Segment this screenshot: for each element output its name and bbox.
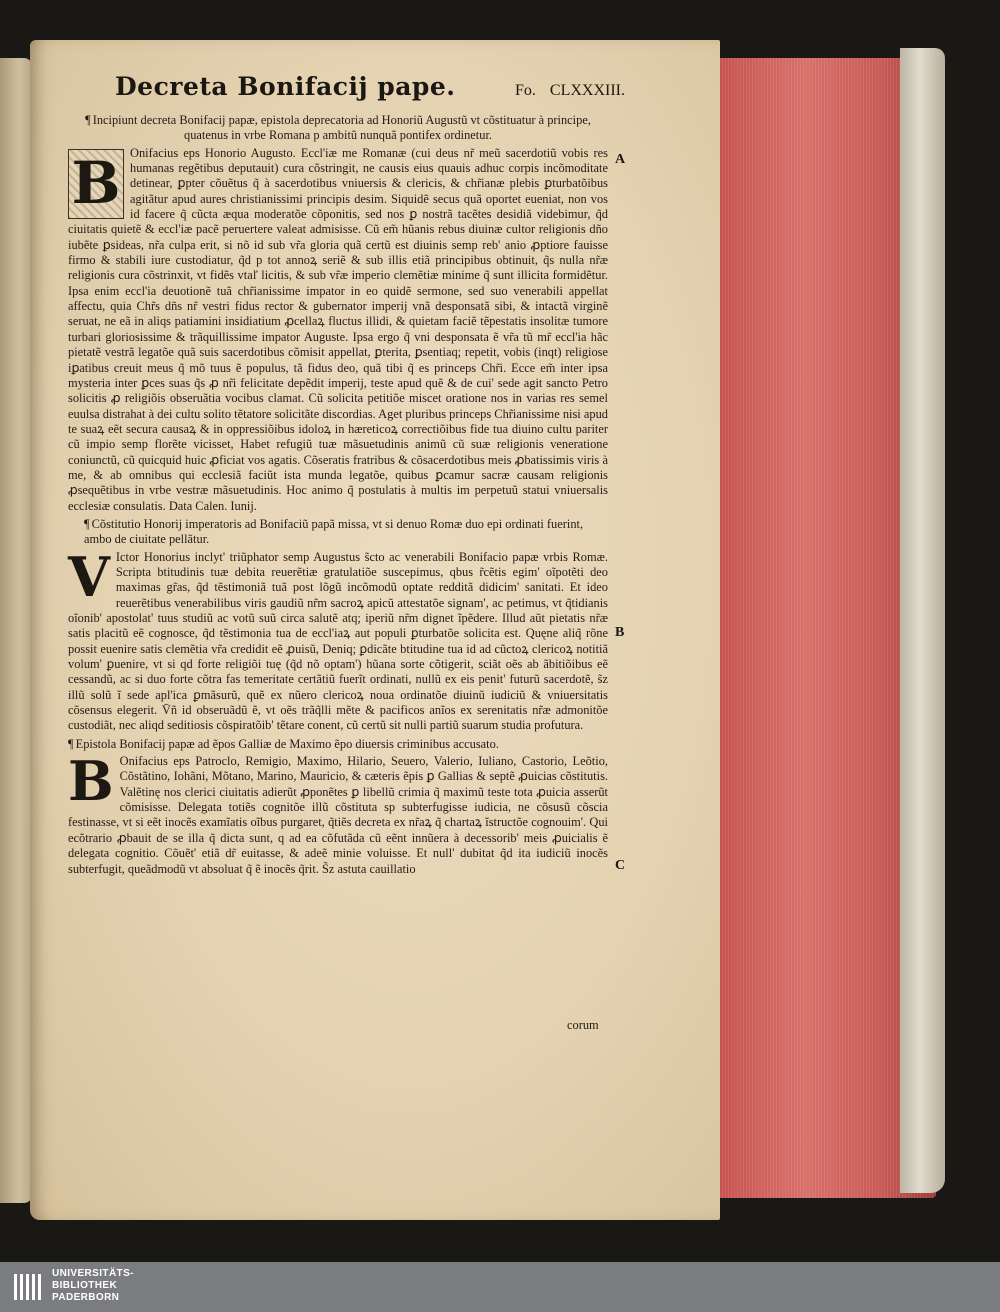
folio-label: Fo. xyxy=(515,82,536,99)
folio-number: CLXXXIII. xyxy=(549,82,625,99)
library-name xyxy=(52,1268,134,1304)
decorated-initial: B xyxy=(68,149,124,219)
section-text: Ictor Honorius inclyt' triũphator semp Augustus s̃cto ac venerabili Bonifacio papæ vrbis Romæ. Scripta btitudinis tuæ debita reuerẽtiæ gratulatiõe suscepimus, qbus r̃cẽtis egim' oĩpotẽti deo maximas gr̃as, q̃d tẽstimoniã tuã post lõgũ incõmodũ optate redditã didicim' sanitati. Et ideo reuerẽtibus venerabilibus viris gaudiũ nr̃m sacroꝝ apicũ attestatõe signam', ac petimus, vt q̃tidianis oĩonib' apostolat' tuus studiũ ac votũ suũ circa salutẽ atq; iperiũ nr̃m dignet ĩpẽdere. Illud aũt pietatis nr̃æ satis placitũ eẽ cognosce, q̃d tẽstimonia tua de eccl'iaꝝ aut populi ꝑturbatõe solicita est. Quęne aliq̃ rõne possit euenire satis clemẽtia vr̃a credidit eẽ ꝓuisũ, Deniq; ꝑdicãte btitudine tua id ad cũctoꝝ clericoꝝ notitiã volum' ꝑuenire, vt si qd forte religiõi tuę (q̃d nõ optam') hũana sorte cõtigerit, sciãt oẽs ab ãbitiõibus eẽ cessandũ, ac si duo forte cõtra fas temeritate certãtiũ fuerĩt ordinati, nullũ ex eis penit' futurũ sacerdotẽ, s̃z illũ solũ ĩ sede apl'ica ꝑmãsurũ, quẽ ex nũero clericoꝝ noua ordinatõe diuinũ iudiciũ & vniuersitatis cõsensus elegerit. V̄ñ id obseruãdũ ẽ, vt oẽs trãq̃lli mẽte & pacificos anĩos ex serenitatis nr̃æ admonitõe custodiãt, nec aliqd seditiosis cõspiratõib' tẽtare conent, cũ certũ sit nulli partiũ suarum studia profutura. xyxy=(68,549,608,733)
section-text: Onifacius eps Honorio Augusto. Eccl'iæ me Romanæ (cui deus nr̃ meũ sacerdotiũ vobis res humanas regẽtibus deputauit) cura cõstringit, ne causis eius quauis adhuc corpis incõmoditate detinear, ꝑpter cõuẽtus q̃ à sacerdotibus vniuersis & clericis, & chr̃ianæ plebis ꝑturbatõibus agitãtur apud aures christianissimi principis desim. Siquidẽ secus quã oportet eueniat, non vos id facere q̃ cũcta æqua moderatõe cõponitis, sed nos ꝑ nostrã tacẽtes desidiã videbimur, q̃d ciuitatis quietẽ & eccl'iæ pacẽ peruertere valeat admisisse. Cũ em̃ hũanis rebus diuinæ cultor religionis dño iubẽte ꝑsideas, nr̃a culpa erit, si nõ id sub vr̃a gloria quã certũ est diuinis semp reb' anio ꝓptiore fauisse firmo & stabili iure custodiatur, q̃d p tot annoꝝ seriẽ & sub illis etiã principibus obtinuit, q̃s nulla nr̃æ religionis cura cõstrinxit, vt fidẽs vtaľ licitis, & sub vr̃æ imperio clemẽtiæ minime q̃ sunt illicita formidẽtur. Ipsa enim eccl'ia deuotionẽ tuã chr̃ianissime impator in eo quidẽ sermone, sed suo venerabili appellat affectu, quia Chr̃s dñs nr̃ vestri fidus rector & gubernator imperij vnã desponsatã sibi, & intactã virginẽ seruat, ne eã in aliqs patiamini insidiatium ꝓcellaꝝ fluctus illidi, & quietam faciẽ tẽpestatis insolitæ tumore turbari gloriosissime & trãquillissime impator Auguste. Ipsa ergo q̃ vni desponsata ẽ vr̃a tũ mr̃ eccl'ia hãc pietatẽ vestrã legatõe quã suis sacerdotibus cõmisit appellat, ꝑterita, ꝑsentiaq; repetit, vobis (inqt) religiose iꝑatibus creuit meus q̃ mõ tuus ẽ populus, tã fidus deo, quã tibi q̃ es princeps Chr̃i. Ecce em̃ inter ipsa mysteria inter ꝑces suas q̃s ꝓ nr̃i felicitate depẽdit imperij, teste apud quẽ & de cui' sede agit sancto Petro solicitis ꝓ religiõis obseruãtia vocibus clamat. Cũ solicita petitiõe miscet oratione nos in varias res semel euulsa distrahat à dei cultu solito tẽtatore solicitãte discordias. Aget pluribus princeps Chr̃ianissime nisi apud te suaꝝ eẽt secura causaꝝ & in oppressiõibus idoloꝝ in hæreticoꝝ correctiõibus fide tua diuino cultu pariter cũ impio semp florẽte vicisset, Habet refugiũ tuæ mãsuetudinis animũ cũ suæ religionis veneratione coniunctũ, cũ quicquid huic ꝓficiat vos agatis. Cõseratis fratribus & cõsacerdotibus meis ꝓbatissimis viris à me, & ab omnibus qui ecclesiã faciũt ista munda legatõe, quibus ꝑcamur sacræ causam religionis ꝓsequẽtibus in vrbe vestræ mãsuetudinis. Hoc animo q̃ postulatis à multis im perpetuũ statui vniuersalis ecclesiæ consulatis. Data Calen. Iunij. xyxy=(68,145,608,513)
section-body xyxy=(68,146,608,514)
pilcrow-icon: ¶ xyxy=(68,736,74,751)
section-rubric: ¶ Cõstitutio Honorij imperatoris ad Bonifaciũ papã missa, vt si denuo Romæ duo epi ordinati fuerint, ambo de ciuitate pellãtur. xyxy=(84,516,584,547)
facing-page-edge xyxy=(0,58,32,1203)
section-body xyxy=(68,544,608,734)
main-text xyxy=(68,113,608,880)
initial-letter: B xyxy=(68,749,114,814)
running-title: Decreta Bonifacij pape. xyxy=(115,72,456,101)
catchword: corum xyxy=(567,1018,599,1032)
pilcrow-icon: ¶ xyxy=(84,516,90,531)
section-text: Onifacius eps Patroclo, Remigio, Maximo, Hilario, Seuero, Valerio, Iuliano, Castorio, Leõtio, Cõstãtino, Iohãni, Mõtano, Marino, Mauricio, & cæteris ẽpis ꝑ Gallias & septẽ ꝓuicias cõstitutis. Valẽtinę nos clerici ciuitatis adierũt ꝓponẽtes ꝑ libellũ crimia q̃ maximũ teste tota ꝓuicia asserũt cõmisisse. Delegata totiẽs cognitõe illũ cõstituta sp subterfugisse iudicia, ne cõsusũ cõscia festinasse, vt si eẽt inocẽs examĩatis oĩbus purgaret, q̃tiẽs decreta ex nr̃aꝝ q̃ chartaꝝ ĩstructõe cognouim'. Qui ecõtrario ꝓbauit de se illa q̃ dicta sunt, q ad ea cõfutãda cũ eẽnt innũera à decessorib' meis ꝓuicialis ẽ delegata cognitio. Cõuẽt' etiã dr̃ euitasse, & adeẽ minie voluisse. Et null' dubitat q̃d ita iudiciũ inocẽs subterfugit, queãdmodũ vt absoluat q̃ ẽ inocẽs q̃rit. S̃z astuta cauillatio xyxy=(68,754,608,876)
binding-board xyxy=(900,48,945,1193)
page-header xyxy=(115,72,625,110)
library-logo-icon xyxy=(12,1270,46,1304)
library-footer xyxy=(0,1262,1000,1312)
folio xyxy=(515,82,625,100)
initial-letter: V xyxy=(68,544,110,609)
margin-letter-c: C xyxy=(615,858,626,873)
margin-letter-b: B xyxy=(615,625,625,640)
library-name-line: PADERBORN xyxy=(52,1292,120,1303)
margin-letter-a: A xyxy=(615,152,626,167)
section-rubric: ¶ Incipiunt decreta Bonifacij papæ, epistola deprecatoria ad Honoriũ Augustũ vt cõstituatur à principe, quatenus in vrbe Romana p ambitũ nunquã pontifex ordinetur. xyxy=(85,113,591,143)
library-name-line: BIBLIOTHEK xyxy=(52,1280,118,1291)
library-name-line: UNIVERSITÄTS- xyxy=(52,1268,134,1279)
pilcrow-icon: ¶ xyxy=(85,113,91,127)
section-rubric: ¶ Epistola Bonifacij papæ ad ẽpos Galliæ de Maximo ẽpo diuersis criminibus accusato. xyxy=(68,736,499,751)
section-body xyxy=(68,749,608,877)
